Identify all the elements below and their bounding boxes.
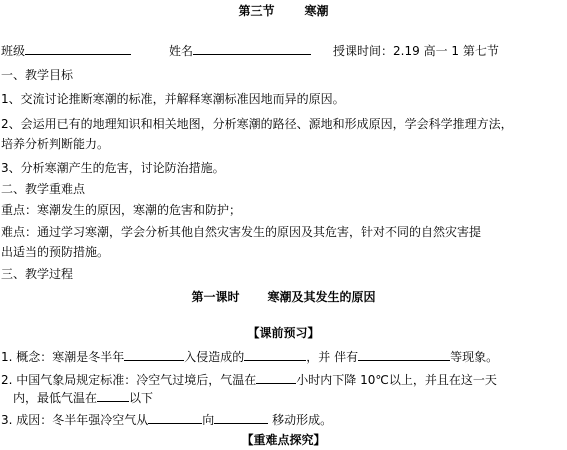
time-value: 2.19 高一 1 第七节 bbox=[393, 44, 499, 58]
q1-blank-3[interactable] bbox=[358, 348, 450, 361]
goal-item-1: 1、交流讨论推断寒潮的标准，并解释寒潮标准因地而异的原因。 bbox=[1, 92, 345, 106]
name-blank[interactable] bbox=[193, 42, 311, 55]
goal-item-2: 2、会运用已有的地理知识和相关地图，分析寒潮的路径、源地和形成原因，学会科学推理方法， bbox=[1, 117, 513, 131]
q3-blank-2[interactable] bbox=[214, 411, 268, 424]
preview-q2-cont bbox=[13, 389, 153, 406]
q1-text-b: 入侵造成的 bbox=[184, 350, 245, 364]
preview-q1 bbox=[1, 348, 498, 365]
q2-text-a: 2. 中国气象局规定标准：冷空气过境后，气温在 bbox=[1, 373, 257, 387]
preview-q2 bbox=[1, 371, 497, 388]
lesson-title bbox=[0, 289, 567, 305]
process-heading: 三、教学过程 bbox=[1, 267, 74, 281]
goal-item-2-cont: 培养分析判断能力。 bbox=[1, 137, 110, 151]
q3-text-b: 向 bbox=[202, 413, 215, 427]
class-label: 班级 bbox=[1, 44, 26, 58]
q2-blank-2[interactable] bbox=[97, 389, 129, 402]
lesson-number: 第一课时 bbox=[191, 290, 240, 304]
header-info bbox=[1, 42, 499, 59]
section-number: 第三节 bbox=[238, 4, 275, 18]
goals-heading: 一、教学目标 bbox=[1, 68, 74, 82]
explore-heading: 【重难点探究】 bbox=[241, 433, 326, 447]
section-topic: 寒潮 bbox=[304, 4, 329, 18]
preview-heading: 【课前预习】 bbox=[247, 326, 320, 340]
time-label: 授课时间： bbox=[333, 44, 394, 58]
q2-blank-1[interactable] bbox=[256, 371, 296, 384]
q1-blank-2[interactable] bbox=[244, 348, 306, 361]
goal-item-3: 3、分析寒潮产生的危害，讨论防治措施。 bbox=[1, 161, 225, 175]
lesson-topic: 寒潮及其发生的原因 bbox=[267, 290, 376, 304]
key-point-difficulty-cont: 出适当的预防措施。 bbox=[1, 245, 110, 259]
q2-text-b: 小时内下降 10℃以上，并且在这一天 bbox=[296, 373, 497, 387]
preview-q3 bbox=[1, 411, 332, 428]
q3-blank-1[interactable] bbox=[148, 411, 202, 424]
q1-text-d: 等现象。 bbox=[450, 350, 499, 364]
q1-text-a: 1. 概念：寒潮是冬半年 bbox=[1, 350, 125, 364]
q2-text-c: 内，最低气温在 bbox=[13, 391, 98, 405]
class-blank[interactable] bbox=[25, 42, 131, 55]
key-point-difficulty: 难点：通过学习寒潮，学会分析其他自然灾害发生的原因及其危害，针对不同的自然灾害提 bbox=[1, 225, 482, 239]
name-label: 姓名 bbox=[169, 44, 194, 58]
q2-text-d: 以下 bbox=[129, 391, 154, 405]
key-points-heading: 二、教学重难点 bbox=[1, 182, 86, 196]
q1-text-c: ，并 伴有 bbox=[306, 350, 359, 364]
q1-blank-1[interactable] bbox=[124, 348, 184, 361]
key-point-focus: 重点：寒潮发生的原因，寒潮的危害和防护； bbox=[1, 203, 242, 217]
q3-text-c: 移动形成。 bbox=[268, 413, 333, 427]
q3-text-a: 3. 成因：冬半年强冷空气从 bbox=[1, 413, 149, 427]
section-title bbox=[0, 3, 567, 19]
